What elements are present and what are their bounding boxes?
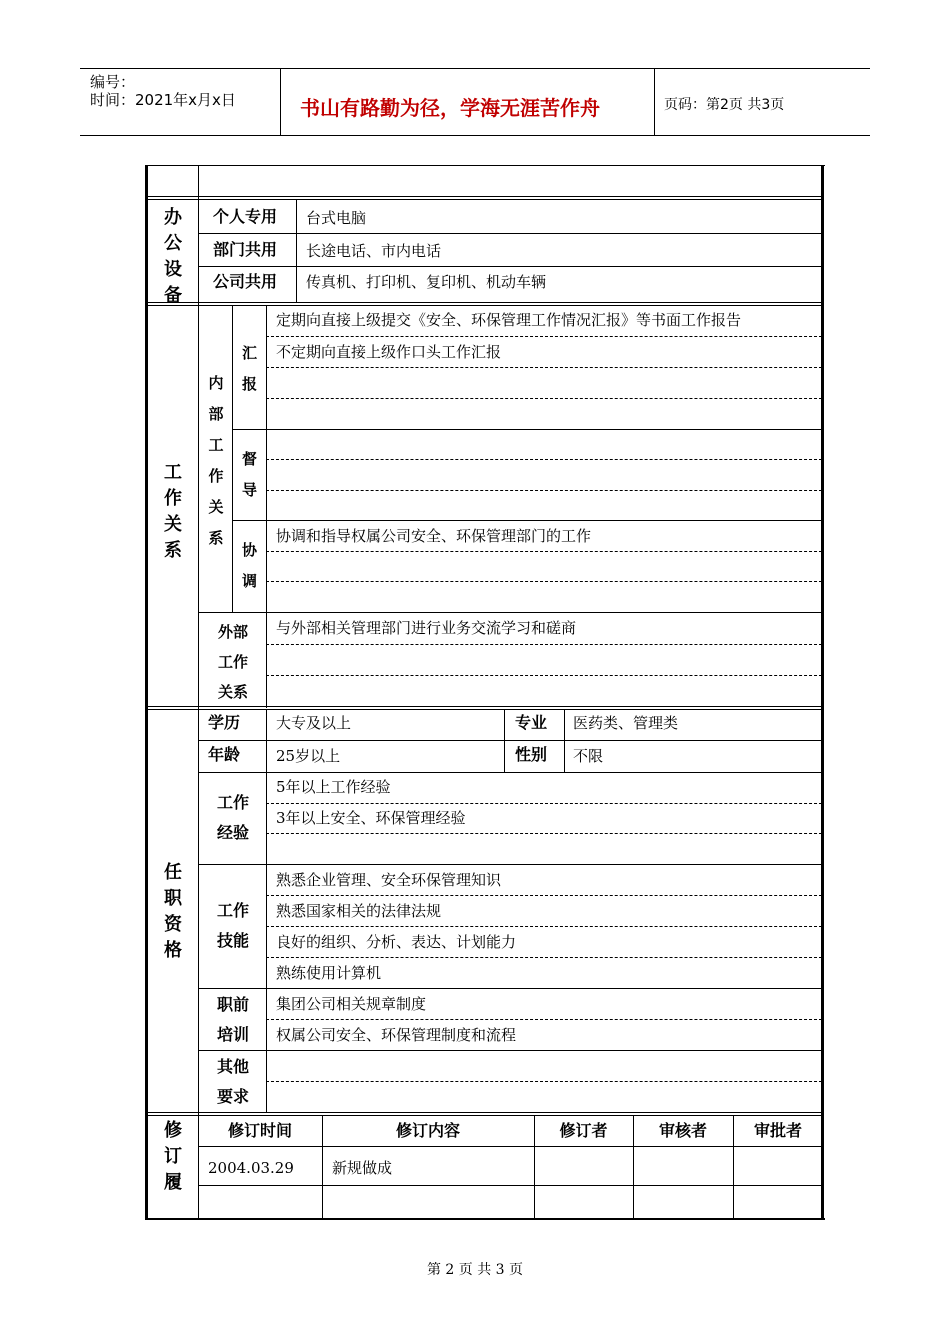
external-item: 与外部相关管理部门进行业务交流学习和磋商	[276, 619, 577, 637]
row-rule	[198, 740, 822, 741]
row-rule	[148, 199, 822, 200]
label-line: 外部	[217, 623, 248, 641]
row-rule	[198, 612, 822, 613]
header-divider	[280, 68, 281, 135]
section-rule	[148, 1115, 822, 1116]
gender-value: 不限	[573, 747, 604, 765]
label-line: 培训	[216, 1025, 249, 1044]
dashed-rule	[266, 367, 822, 368]
major-label: 专业	[515, 713, 548, 732]
section-char: 资	[164, 914, 182, 935]
header-top-rule	[80, 68, 870, 69]
education-label: 学历	[208, 713, 241, 732]
section-char: 备	[164, 285, 182, 306]
revision-header-content: 修订内容	[395, 1121, 460, 1140]
label-line: 要求	[216, 1087, 249, 1106]
coordinate-label	[233, 535, 266, 597]
section-char: 关	[164, 514, 182, 535]
row-rule	[198, 772, 822, 773]
section-rule	[148, 706, 822, 707]
dashed-rule	[266, 581, 822, 582]
col-rule	[266, 709, 267, 1113]
section-char: 作	[164, 488, 182, 509]
other-requirements-label	[200, 1052, 266, 1112]
section-char: 任	[164, 862, 182, 883]
revision-date: 2004.03.29	[208, 1159, 294, 1177]
training-item: 集团公司相关规章制度	[276, 995, 427, 1013]
experience-label	[200, 788, 266, 848]
label-line: 经验	[216, 823, 249, 842]
skills-item: 熟练使用计算机	[276, 964, 382, 982]
label-char: 报	[241, 375, 257, 393]
section-rule	[148, 302, 822, 303]
section-char: 办	[164, 207, 182, 228]
revision-section-label	[150, 1118, 196, 1196]
row-rule	[198, 1050, 822, 1051]
dashed-rule	[266, 803, 822, 804]
dashed-rule	[266, 926, 822, 927]
dashed-rule	[266, 551, 822, 552]
office-row-value: 长途电话、市内电话	[306, 242, 442, 260]
dashed-rule	[266, 490, 822, 491]
row-rule	[198, 988, 822, 989]
skills-label	[200, 896, 266, 956]
header-motto: 书山有路勤为径，学海无涯苦作舟	[300, 96, 600, 120]
label-char: 协	[241, 541, 257, 559]
section-char: 职	[164, 888, 182, 909]
row-rule	[148, 196, 822, 197]
section-char: 履	[164, 1172, 182, 1193]
coordinate-item: 协调和指导权属公司安全、环保管理部门的工作	[276, 527, 592, 545]
experience-item: 5年以上工作经验	[276, 778, 391, 796]
dashed-rule	[266, 675, 822, 676]
label-char: 关	[208, 498, 224, 516]
relations-section-label	[150, 460, 196, 564]
row-rule	[232, 520, 822, 521]
experience-item: 3年以上安全、环保管理经验	[276, 809, 466, 827]
skills-item: 熟悉国家相关的法律法规	[276, 902, 442, 920]
section-column-divider	[198, 165, 199, 1218]
label-char: 导	[241, 481, 257, 499]
label-char: 督	[241, 450, 257, 468]
label-line: 关系	[217, 683, 248, 701]
dashed-rule	[266, 1019, 822, 1020]
training-item: 权属公司安全、环保管理制度和流程	[276, 1026, 517, 1044]
age-label: 年龄	[208, 745, 241, 764]
age-value: 25岁以上	[276, 747, 341, 765]
page-footer: 第 2 页 共 3 页	[426, 1262, 524, 1278]
skills-item: 良好的组织、分析、表达、计划能力	[276, 933, 517, 951]
dashed-rule	[266, 644, 822, 645]
training-label	[200, 990, 266, 1050]
skills-item: 熟悉企业管理、安全环保管理知识	[276, 871, 502, 889]
label-char: 部	[208, 405, 224, 423]
section-rule	[148, 1112, 822, 1113]
label-char: 作	[208, 467, 224, 485]
dashed-rule	[266, 957, 822, 958]
col-rule	[296, 199, 297, 303]
row-rule	[198, 1185, 822, 1186]
section-char: 格	[164, 940, 182, 961]
supervise-label	[233, 444, 266, 506]
report-item: 不定期向直接上级作口头工作汇报	[276, 343, 502, 361]
table-bottom-border	[145, 1218, 825, 1220]
section-char: 公	[164, 233, 182, 254]
dashed-rule	[266, 895, 822, 896]
document-number-label: 编号：	[90, 73, 136, 91]
dashed-rule	[266, 1081, 822, 1082]
dashed-rule	[266, 459, 822, 460]
report-label	[233, 338, 266, 400]
row-rule	[232, 429, 822, 430]
gender-label: 性别	[515, 745, 548, 764]
label-line: 其他	[216, 1057, 249, 1076]
table-top-border	[145, 165, 825, 166]
revision-header-date: 修订时间	[227, 1121, 292, 1140]
label-char: 内	[208, 374, 224, 392]
internal-relations-label	[200, 368, 232, 554]
section-char: 工	[164, 462, 182, 483]
label-char: 工	[208, 436, 224, 454]
label-line: 技能	[216, 931, 249, 950]
row-rule	[198, 864, 822, 865]
external-relations-label	[200, 617, 266, 707]
dashed-rule	[266, 336, 822, 337]
dashed-rule	[266, 398, 822, 399]
office-row-label: 部门共用	[213, 240, 278, 259]
row-rule	[198, 1146, 822, 1147]
revision-header-reviewer: 审核者	[658, 1121, 707, 1140]
document-time-label: 时间：2021年x月x日	[90, 91, 236, 109]
label-line: 工作	[217, 653, 248, 671]
label-line: 工作	[216, 793, 249, 812]
header-divider	[654, 68, 655, 135]
label-char: 系	[208, 529, 224, 547]
office-row-label: 个人专用	[213, 207, 278, 226]
office-section-label	[150, 205, 196, 309]
office-row-value: 传真机、打印机、复印机、机动车辆	[306, 273, 547, 291]
label-line: 职前	[216, 995, 249, 1014]
revision-content: 新规做成	[332, 1159, 393, 1177]
revision-header-reviser: 修订者	[559, 1121, 608, 1140]
section-char: 订	[164, 1146, 182, 1167]
section-char: 设	[164, 259, 182, 280]
dashed-rule	[266, 833, 822, 834]
section-char: 修	[164, 1120, 182, 1141]
table-right-border	[821, 165, 824, 1220]
section-rule	[148, 709, 822, 710]
revision-header-approver: 审批者	[753, 1121, 802, 1140]
office-row-value: 台式电脑	[306, 209, 367, 227]
table-left-border	[145, 165, 148, 1220]
section-rule	[148, 305, 822, 306]
row-rule	[198, 266, 822, 267]
education-value: 大专及以上	[276, 714, 352, 732]
label-line: 工作	[216, 901, 249, 920]
row-rule	[198, 233, 822, 234]
office-row-label: 公司共用	[213, 272, 278, 291]
label-char: 调	[241, 572, 257, 590]
report-item: 定期向直接上级提交《安全、环保管理工作情况汇报》等书面工作报告	[276, 311, 742, 329]
major-value: 医药类、管理类	[573, 714, 679, 732]
label-char: 汇	[241, 344, 257, 362]
section-char: 系	[164, 540, 182, 561]
col-rule	[266, 305, 267, 708]
header-bottom-rule	[80, 135, 870, 136]
qualification-section-label	[150, 860, 196, 964]
header-page-info: 页码：第2页 共3页	[664, 97, 785, 113]
